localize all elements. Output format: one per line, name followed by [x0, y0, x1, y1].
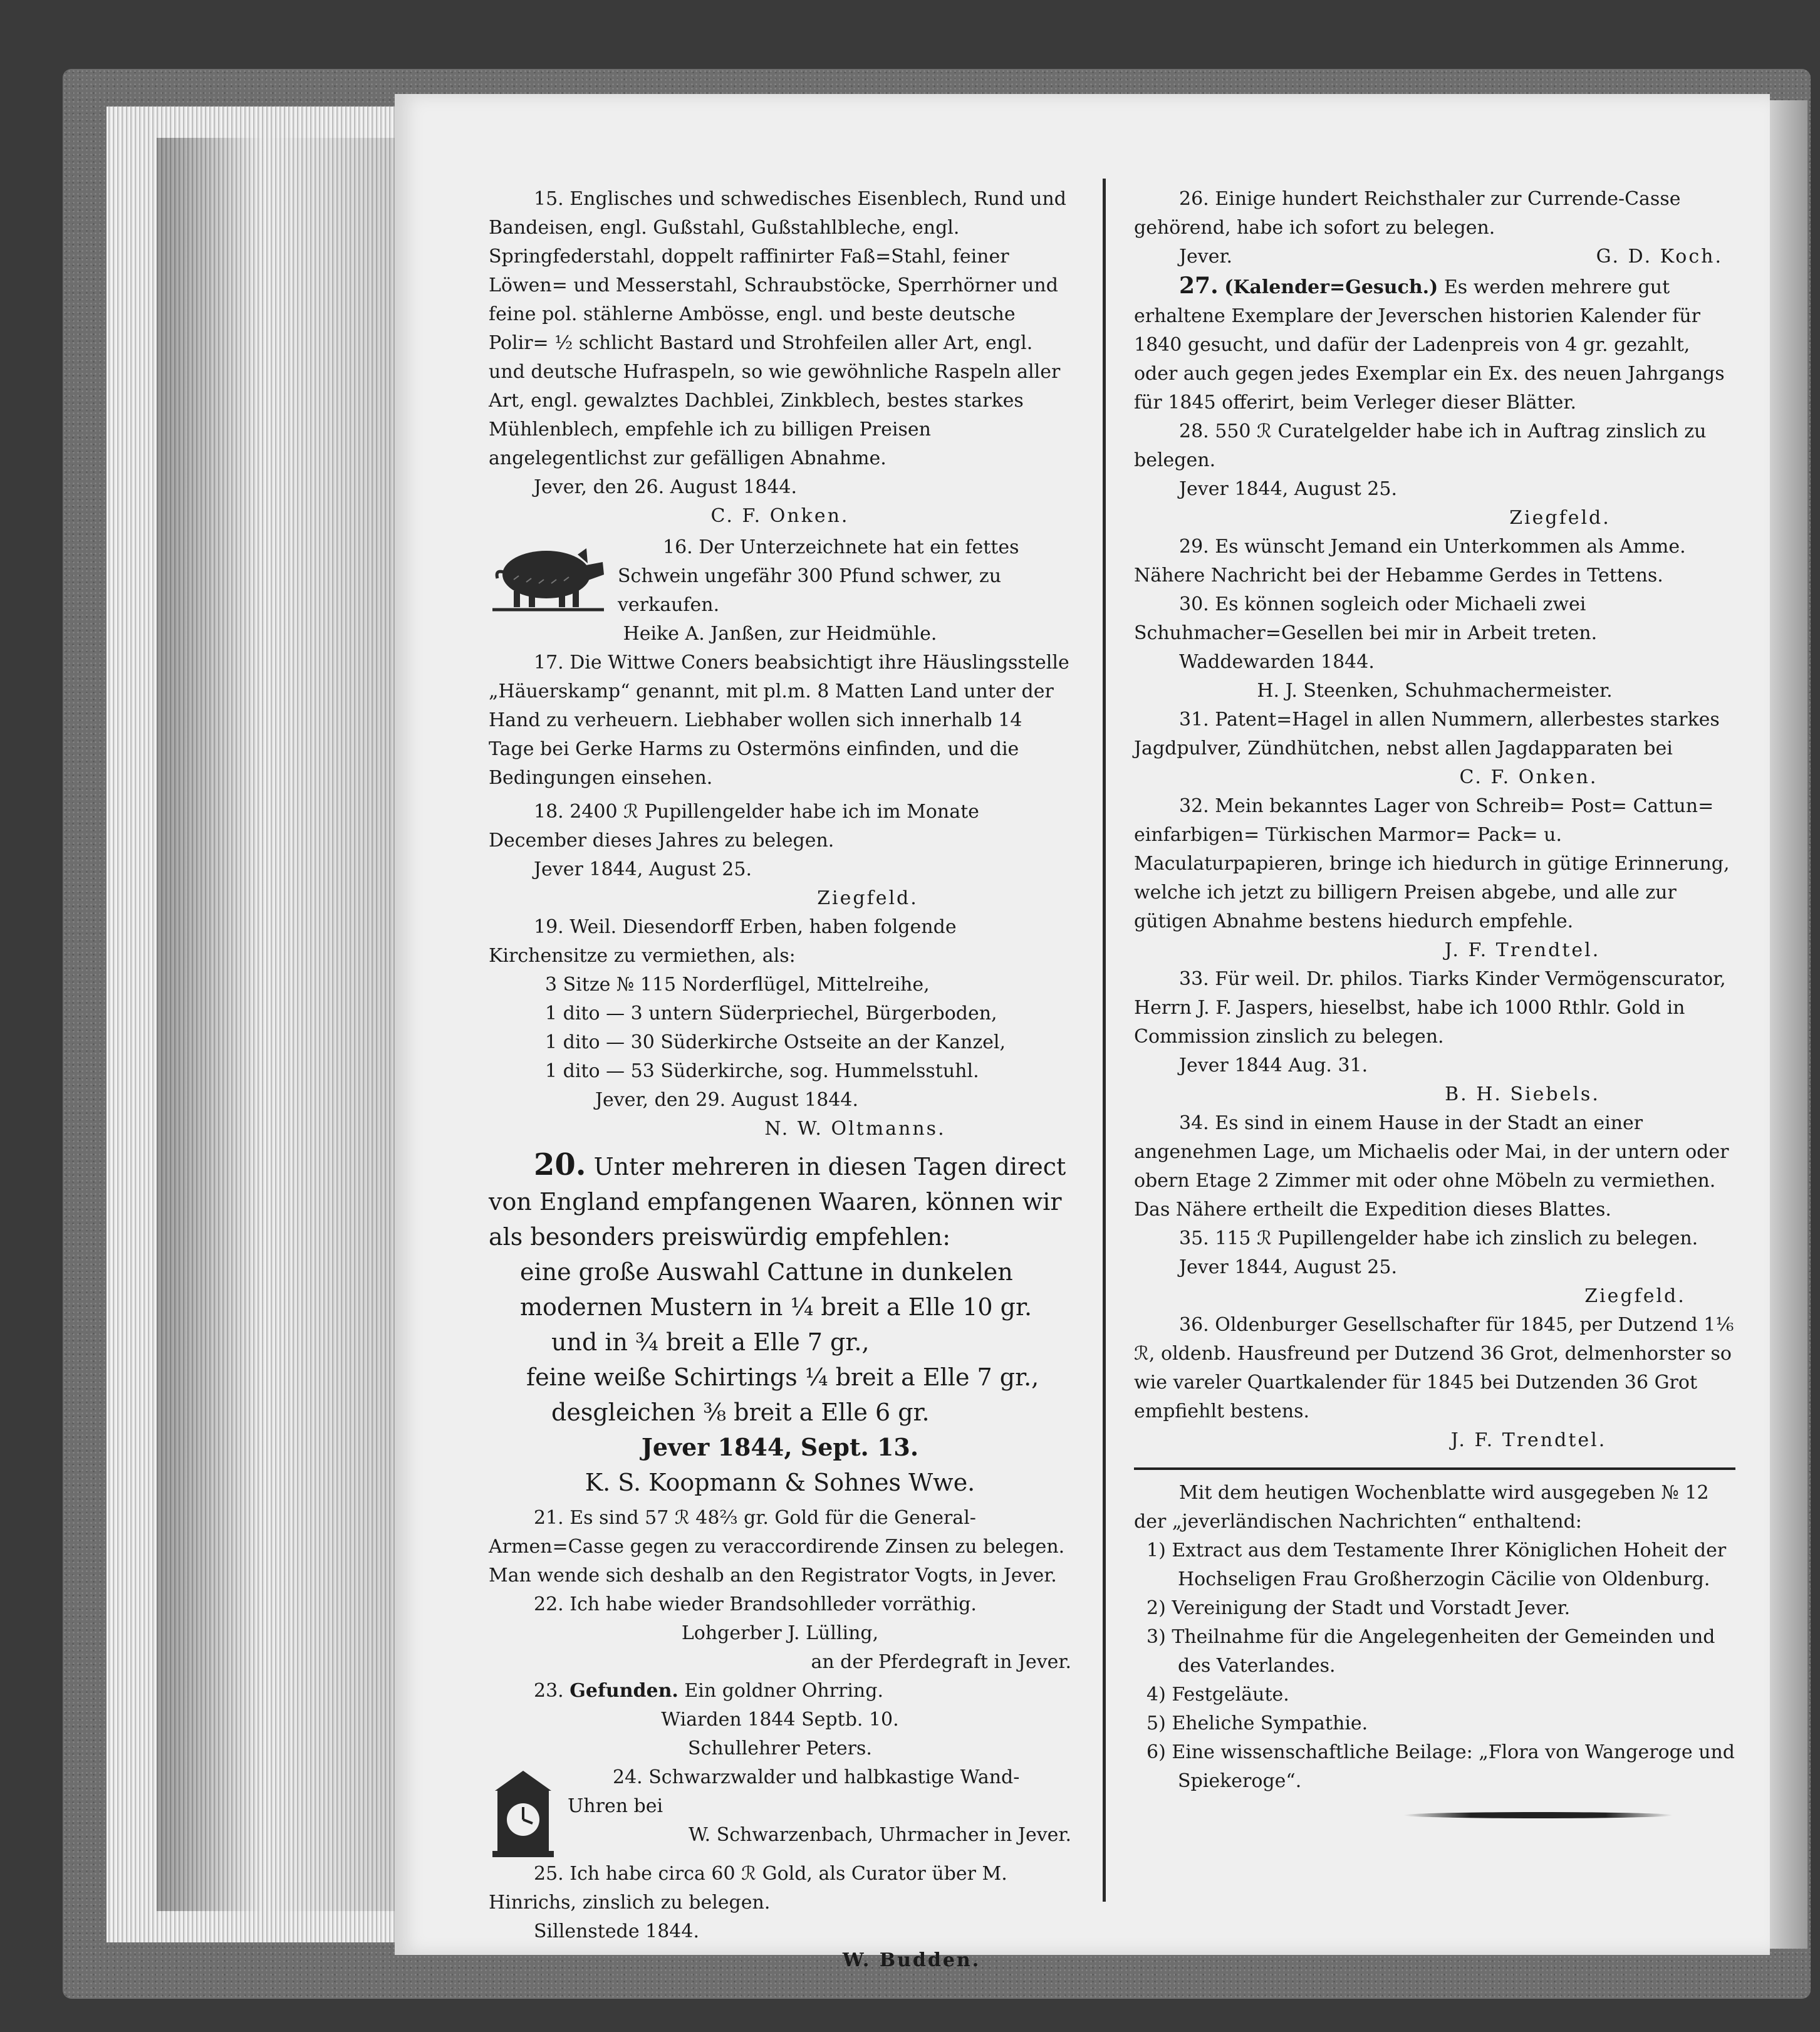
seat-row: 1 dito — 53 Süderkirche, sog. Hummelsstuhl. — [545, 1060, 979, 1082]
list-item: 1) Extract aus dem Testamente Ihrer Königlichen Hoheit der Hochseligen Frau Großherzogin Cäcilie von Oldenburg. — [1147, 1540, 1727, 1590]
signature: K. S. Koopmann & Sohnes Wwe. — [585, 1469, 975, 1496]
ad-17 — [489, 649, 1071, 793]
seat-row: 1 dito — 30 Süderkirche Ostseite an der Kanzel, — [545, 1031, 1006, 1053]
ad-text: 21. Es sind 57 ℛ 48⅔ gr. Gold für die General-Armen=Casse gegen zu veraccordirende Zinsen zu belegen. Man wende sich deshalb an den Registrator Vogts, in Jever. — [489, 1507, 1065, 1587]
offer-line: feine weiße Schirtings ¼ breit a Elle 7 gr., — [526, 1363, 1039, 1391]
place: Jever. — [1179, 246, 1233, 268]
list-item: 3) Theilnahme für die Angelegenheiten der Gemeinden und des Vaterlandes. — [1147, 1626, 1715, 1677]
offer-line: eine große Auswahl Cattune in dunkelen modernen Mustern in ¼ breit a Elle 10 gr. — [520, 1258, 1032, 1321]
ad-number: 23. — [534, 1680, 564, 1702]
ad-32 — [1134, 792, 1735, 965]
column-divider — [1103, 179, 1106, 1902]
signature-address: an der Pferdegraft in Jever. — [811, 1651, 1071, 1673]
ad-text: 36. Oldenburger Gesellschafter für 1845, per Dutzend 1⅙ ℛ, oldenb. Hausfreund per Dutzend 36 Grot, delmenhorster so wie vareler Quartkalender für 1845 bei Dutzenden 36 Grot empfiehlt bestens. — [1134, 1314, 1734, 1422]
place-date: Wiarden 1844 Septb. 10. — [661, 1709, 899, 1731]
offer-line: und in ¾ breit a Elle 7 gr., — [551, 1328, 870, 1356]
signature: Ziegfeld. — [817, 887, 918, 909]
ad-text: 32. Mein bekanntes Lager von Schreib= Post= Cattun= einfarbigen= Türkischen Marmor= Pack= u. Maculaturpapieren, bringe ich hiedurch in gütige Erinnerung, welche ich jetzt zu billigern Preisen abgebe, und alle zur gütigen Abnahme bestens hiedurch empfehle. — [1134, 795, 1730, 932]
signature: H. J. Steenken, Schuhmachermeister. — [1257, 680, 1613, 702]
ad-33 — [1134, 965, 1735, 1109]
ad-text: 25. Ich habe circa 60 ℛ Gold, als Curator über M. Hinrichs, zinslich zu belegen. — [489, 1863, 1007, 1914]
ad-text: 17. Die Wittwe Coners beabsichtigt ihre Häuslingsstelle „Häuerskamp“ genannt, mit pl.m. 8 Matten Land unter der Hand zu verheuern. Liebhaber wollen sich innerhalb 14 Tage bei Gerke Harms zu Ostermöns einfinden, und die Bedingungen einsehen. — [489, 652, 1069, 789]
ad-text: 18. 2400 ℛ Pupillengelder habe ich im Monate December dieses Jahres zu belegen. — [489, 801, 979, 852]
ad-18 — [489, 798, 1071, 913]
place-date: Waddewarden 1844. — [1179, 651, 1375, 673]
notice-intro: Mit dem heutigen Wochenblatte wird ausgegeben № 12 der „jeverländischen Nachrichten“ enthaltend: — [1134, 1482, 1709, 1533]
ad-34 — [1134, 1109, 1735, 1224]
contents-list — [1134, 1536, 1735, 1796]
ad-30 — [1134, 590, 1735, 706]
place-date: Jever 1844 Aug. 31. — [1179, 1055, 1368, 1076]
ad-number: 20. — [534, 1147, 586, 1182]
closing-rule — [1403, 1812, 1673, 1818]
ad-text: 19. Weil. Diesendorff Erben, haben folgende Kirchensitze zu vermiethen, als: — [489, 916, 957, 967]
ad-text: Es werden mehrere gut erhaltene Exemplare der Jeverschen historien Kalender für 1840 gesucht, und dafür der Ladenpreis von 4 gr. gezahlt, oder auch gegen jedes Exemplar ein Ex. des neuen Jahrgangs für 1845 offerirt, beim Verleger dieser Blätter. — [1134, 276, 1725, 414]
ad-text: Ein goldner Ohrring. — [684, 1680, 883, 1702]
place-date: Sillenstede 1844. — [534, 1920, 699, 1942]
place-date: Jever 1844, August 25. — [1179, 478, 1397, 500]
offer-line: desgleichen ⅜ breit a Elle 6 gr. — [551, 1399, 930, 1426]
ad-28 — [1134, 417, 1735, 533]
ad-26 — [1134, 185, 1735, 271]
supplement-notice — [1134, 1479, 1735, 1818]
signature: Lohgerber J. Lülling, — [681, 1622, 879, 1644]
signature: Ziegfeld. — [1509, 507, 1611, 529]
ad-22 — [489, 1590, 1071, 1677]
signature: J. F. Trendtel. — [1444, 939, 1601, 961]
ad-text: 26. Einige hundert Reichsthaler zur Currende-Casse gehörend, habe ich sofort zu belegen. — [1134, 188, 1681, 239]
ad-16 — [489, 533, 1071, 649]
pig-icon — [489, 536, 608, 617]
section-separator — [1134, 1467, 1735, 1470]
ad-21 — [489, 1504, 1071, 1590]
newspaper-page — [395, 94, 1770, 1971]
signature: W. Schwarzenbach, Uhrmacher in Jever. — [689, 1824, 1071, 1846]
ad-text: 33. Für weil. Dr. philos. Tiarks Kinder Vermögenscurator, Herrn J. F. Jaspers, hieselbst, habe ich 1000 Rthlr. Gold in Commission zinslich zu belegen. — [1134, 968, 1726, 1048]
ad-15 — [489, 185, 1071, 531]
right-page-edge — [1770, 100, 1807, 1949]
ad-29 — [1134, 533, 1735, 590]
ad-text: 29. Es wünscht Jemand ein Unterkommen als Amme. Nähere Nachricht bei der Hebamme Gerdes in Tettens. — [1134, 536, 1686, 586]
ad-intro: Unter mehreren in diesen Tagen direct von England empfangenen Waaren, können wir als besonders preiswürdig empfehlen: — [489, 1153, 1066, 1251]
ad-text: 34. Es sind in einem Hause in der Stadt an einer angenehmen Lage, um Michaelis oder Mai, in der untern oder obern Etage 2 Zimmer mit oder ohne Möbeln zu vermiethen. Das Nähere ertheilt die Expedition dieses Blattes. — [1134, 1112, 1729, 1221]
ad-heading: Gefunden. — [569, 1680, 679, 1702]
ad-31 — [1134, 706, 1735, 792]
ad-20 — [489, 1147, 1071, 1500]
signature: Heike A. Janßen, zur Heidmühle. — [623, 623, 937, 645]
place-date: Jever, den 29. August 1844. — [595, 1089, 859, 1111]
list-item: 2) Vereinigung der Stadt und Vorstadt Jever. — [1147, 1597, 1571, 1619]
seat-row: 3 Sitze № 115 Norderflügel, Mittelreihe, — [545, 974, 930, 996]
ad-35 — [1134, 1224, 1735, 1311]
signature: C. F. Onken. — [710, 505, 850, 527]
ad-text: 31. Patent=Hagel in allen Nummern, allerbestes starkes Jagdpulver, Zündhütchen, nebst allen Jagdapparaten bei — [1134, 709, 1720, 759]
ad-text: 35. 115 ℛ Pupillengelder habe ich zinslich zu belegen. — [1179, 1227, 1698, 1249]
signature: B. H. Siebels. — [1445, 1083, 1600, 1105]
signature: Ziegfeld. — [1584, 1285, 1686, 1307]
signature: Schullehrer Peters. — [688, 1738, 872, 1759]
seat-row: 1 dito — 3 untern Süderpriechel, Bürgerboden, — [545, 1003, 997, 1024]
right-column — [1134, 185, 1735, 1818]
signature: N. W. Oltmanns. — [764, 1118, 946, 1140]
list-item: 5) Eheliche Sympathie. — [1147, 1712, 1368, 1734]
ad-text: 16. Der Unterzeichnete hat ein fettes Schwein ungefähr 300 Pfund schwer, zu verkaufen. — [618, 536, 1019, 616]
ad-36 — [1134, 1311, 1735, 1455]
place-date: Jever, den 26. August 1844. — [534, 476, 798, 498]
ad-number: 27. — [1179, 273, 1219, 299]
ad-text: 28. 550 ℛ Curatelgelder habe ich in Auftrag zinslich zu belegen. — [1134, 420, 1707, 471]
ad-27 — [1134, 271, 1735, 417]
ad-25 — [489, 1860, 1071, 1975]
place-date: Jever 1844, Sept. 13. — [641, 1433, 919, 1461]
ad-text: 30. Es können sogleich oder Michaeli zwei Schuhmacher=Gesellen bei mir in Arbeit treten. — [1134, 593, 1598, 644]
ad-23 — [489, 1677, 1071, 1763]
spine-shadow — [157, 138, 395, 1911]
signature: G. D. Koch. — [1596, 246, 1723, 268]
signature: J. F. Trendtel. — [1450, 1429, 1607, 1451]
ad-text: 22. Ich habe wieder Brandsohlleder vorräthig. — [534, 1593, 977, 1615]
ad-text: 24. Schwarzwalder und halbkastige Wand-Uhren bei — [568, 1766, 1020, 1817]
list-item: 6) Eine wissenschaftliche Beilage: „Flora von Wangeroge und Spiekeroge“. — [1147, 1741, 1735, 1792]
ad-19 — [489, 913, 1071, 1144]
signature: C. F. Onken. — [1459, 766, 1598, 788]
ad-text: 15. Englisches und schwedisches Eisenblech, Rund und Bandeisen, engl. Gußstahl, Gußstahlbleche, engl. Springfederstahl, doppelt raffinirter Faß=Stahl, feiner Löwen= und Messerstahl, Schraubstöcke, Sperrhörner und feine pol. stählerne Ambösse, engl. und beste deutsche Polir= ½ schlicht Bastard und Strohfeilen aller Art, engl. und deutsche Hufraspeln, so wie gewöhnliche Raspeln aller Art, engl. gewalztes Dachblei, Zinkblech, bestes starkes Mühlenblech, empfehle ich zu billigen Preisen angelegentlichst zur gefälligen Abnahme. — [489, 188, 1066, 469]
list-item: 4) Festgeläute. — [1147, 1684, 1289, 1706]
ad-heading: (Kalender=Gesuch.) — [1224, 276, 1438, 298]
ad-24 — [489, 1763, 1071, 1850]
left-column — [489, 185, 1071, 1975]
signature: W. Budden. — [842, 1949, 981, 1971]
place-date: Jever 1844, August 25. — [534, 858, 752, 880]
place-date: Jever 1844, August 25. — [1179, 1256, 1397, 1278]
clock-icon — [489, 1766, 558, 1860]
